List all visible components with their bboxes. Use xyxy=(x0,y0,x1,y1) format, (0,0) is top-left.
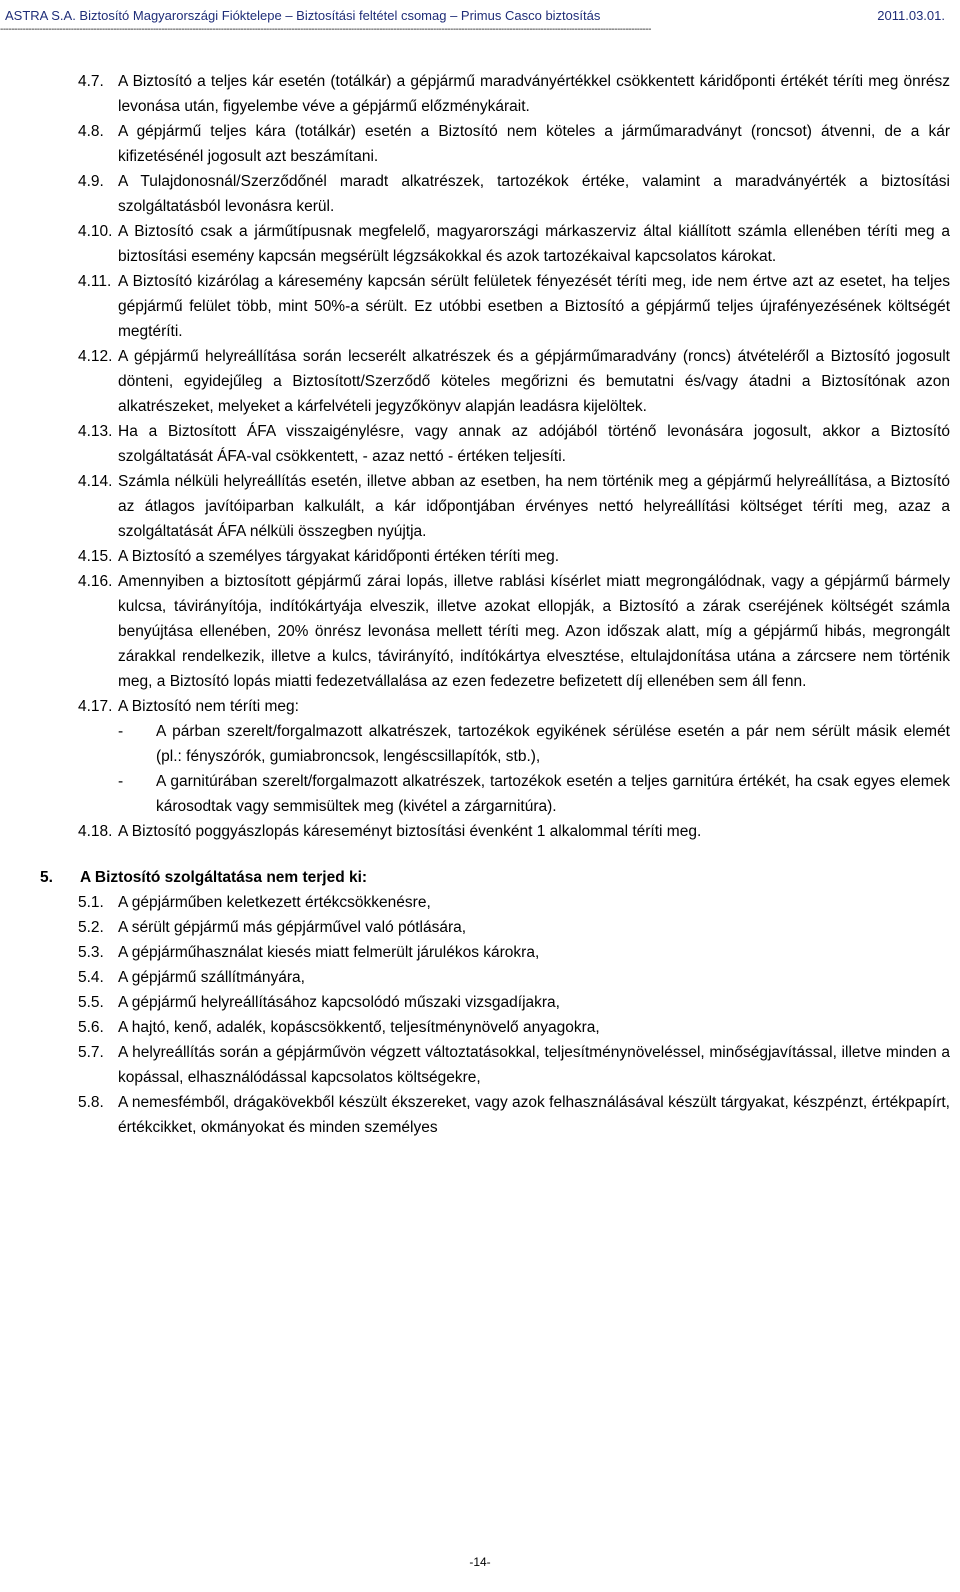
dash-bullet: - xyxy=(118,723,124,740)
clause-number: 4.15. xyxy=(78,548,113,565)
clause-4-17-sublist xyxy=(118,719,950,819)
clause-number: 5.3. xyxy=(78,944,104,961)
clause-text: A Biztosító csak a járműtípusnak megfelelő, magyarországi márkaszerviz által kiállított számla ellenében téríti meg a biztosítási esemény kapcsán megsérült légzsákokkal és azok tartozékaival kapcsolatos károkat. xyxy=(118,223,950,265)
clause-number: 4.10. xyxy=(78,223,113,240)
clause-number: 4.8. xyxy=(78,123,104,140)
clause-4-10 xyxy=(78,219,950,269)
clause-4-8 xyxy=(78,119,950,169)
clause-4-13 xyxy=(78,419,950,469)
clause-text: A Biztosító kizárólag a káresemény kapcsán sérült felületek fényezését téríti meg, ide nem értve azt az esetet, ha teljes gépjármű felület több, mint 50%-a sérült. Ez utóbbi esetben a Biztosító a gépjármű teljes újrafényezésének költségét megtéríti. xyxy=(118,273,950,340)
section-4-items xyxy=(0,69,960,694)
section-5-items xyxy=(0,890,960,1140)
clause-number: 5.2. xyxy=(78,919,104,936)
exclusion-5-1 xyxy=(78,890,950,915)
clause-number: 5.5. xyxy=(78,994,104,1011)
clause-text: A gépjárműben keletkezett értékcsökkenésre, xyxy=(118,894,431,911)
clause-number: 5.8. xyxy=(78,1094,104,1111)
clause-number: 5.7. xyxy=(78,1044,104,1061)
clause-number: 4.13. xyxy=(78,423,113,440)
exclusion-5-4 xyxy=(78,965,950,990)
clause-text: A Biztosító a teljes kár esetén (totálkár) a gépjármű maradványértékkel csökkentett káridőponti értékét téríti meg önrész levonása után, figyelembe véve a gépjármű előzménykárait. xyxy=(118,73,950,115)
clause-text: A gépjármű helyreállítása során lecserélt alkatrészek és a gépjárműmaradvány (roncs) átvételéről a Biztosító jogosult dönteni, egyidejűleg a Biztosított/Szerződő köteles megőrizni és bemutatni és/vagy átadni a Biztosítónak azon alkatrészeket, melyeket a kárfelvételi jegyzőkönyv alapján leadásra kijelöltek. xyxy=(118,348,950,415)
clause-4-17 xyxy=(78,694,950,819)
clause-4-18 xyxy=(78,819,950,844)
clause-text: A nemesfémből, drágakövekből készült ékszereket, vagy azok felhasználásával készült tárgyakat, készpénzt, értékpapírt, értékcikket, okmányokat és minden személyes xyxy=(118,1094,950,1136)
sublist-item xyxy=(118,719,950,769)
header-divider: -------------------------------------------------------------------------------------------------------------------------------------------------------------------------------------------------------------------------------------- xyxy=(0,24,651,35)
sublist-text: A párban szerelt/forgalmazott alkatrészek, tartozékok egyikének sérülése esetén a pár nem sérült másik elemét (pl.: fényszórók, gumiabroncsok, lengéscsillapítók, stb.), xyxy=(156,723,950,765)
clause-number: 4.16. xyxy=(78,573,113,590)
clause-text: A Biztosító poggyászlopás káreseményt biztosítási évenként 1 alkalommal téríti meg. xyxy=(118,823,702,840)
dash-bullet: - xyxy=(118,773,124,790)
clause-number: 4.17. xyxy=(78,698,113,715)
section-5-heading xyxy=(40,865,960,890)
clause-4-16 xyxy=(78,569,950,694)
clause-4-9 xyxy=(78,169,950,219)
clause-text: A gépjárműhasználat kiesés miatt felmerült járulékos károkra, xyxy=(118,944,540,961)
sublist-text: A garnitúrában szerelt/forgalmazott alkatrészek, tartozékok esetén a teljes garnitúra értékét, ha csak egyes elemek károsodtak vagy semmisültek meg (kivétel a zárgarnitúra). xyxy=(156,773,950,815)
document-body xyxy=(0,69,960,1140)
exclusion-5-6 xyxy=(78,1015,950,1040)
clause-text: A Tulajdonosnál/Szerződőnél maradt alkatrészek, tartozékok értéke, valamint a maradványérték a biztosítási szolgáltatásból levonásra kerül. xyxy=(118,173,950,215)
clause-number: 4.18. xyxy=(78,823,113,840)
section-title: A Biztosító szolgáltatása nem terjed ki: xyxy=(80,869,368,886)
clause-number: 5.4. xyxy=(78,969,104,986)
clause-text: A helyreállítás során a gépjárművön végzett változtatásokkal, teljesítménynöveléssel, minőségjavítással, illetve minden a kopással, elhasználódással kapcsolatos költségekre, xyxy=(118,1044,950,1086)
clause-number: 5.1. xyxy=(78,894,104,911)
clause-text: Számla nélküli helyreállítás esetén, illetve abban az esetben, ha nem történik meg a gépjármű helyreállítása, a Biztosító az átlagos javítóiparban kalkulált, a kár időpontjában érvényes nettó helyreállítási költséget téríti meg, azaz a szolgáltatását ÁFA nélküli összegben nyújtja. xyxy=(118,473,950,540)
clause-4-12 xyxy=(78,344,950,419)
clause-4-7 xyxy=(78,69,950,119)
clause-number: 4.11. xyxy=(78,273,112,290)
clause-4-15 xyxy=(78,544,950,569)
clause-text: A gépjármű teljes kára (totálkár) esetén a Biztosító nem köteles a járműmaradványt (roncsot) átvenni, de a kár kifizetésénél jogosult azt beszámítani. xyxy=(118,123,950,165)
clause-text: A gépjármű szállítmányára, xyxy=(118,969,305,986)
clause-text: A sérült gépjármű más gépjárművel való pótlására, xyxy=(118,919,467,936)
clause-number: 5.6. xyxy=(78,1019,104,1036)
clause-text: A Biztosító a személyes tárgyakat káridőponti értéken téríti meg. xyxy=(118,548,560,565)
exclusion-5-2 xyxy=(78,915,950,940)
section-number: 5. xyxy=(40,869,53,886)
page-number: -14- xyxy=(469,1555,491,1569)
clause-text: A Biztosító nem téríti meg: xyxy=(118,698,299,715)
exclusion-5-5 xyxy=(78,990,950,1015)
clause-4-14 xyxy=(78,469,950,544)
header-title: ASTRA S.A. Biztosító Magyarországi Fióktelepe – Biztosítási feltétel csomag – Primus Casco biztosítás xyxy=(5,8,601,23)
header-date: 2011.03.01. xyxy=(877,8,945,23)
exclusion-5-7 xyxy=(78,1040,950,1090)
sublist-item xyxy=(118,769,950,819)
clause-number: 4.7. xyxy=(78,73,104,90)
clause-text: Ha a Biztosított ÁFA visszaigénylésre, vagy annak az adójából történő levonására jogosult, akkor a Biztosító szolgáltatását ÁFA-val csökkentett, - azaz nettó - értéken teljesíti. xyxy=(118,423,950,465)
clause-4-11 xyxy=(78,269,950,344)
exclusion-5-3 xyxy=(78,940,950,965)
clause-number: 4.12. xyxy=(78,348,113,365)
clause-text: A hajtó, kenő, adalék, kopáscsökkentő, teljesítménynövelő anyagokra, xyxy=(118,1019,600,1036)
exclusion-5-8 xyxy=(78,1090,950,1140)
clause-number: 4.9. xyxy=(78,173,104,190)
clause-text: A gépjármű helyreállításához kapcsolódó műszaki vizsgadíjakra, xyxy=(118,994,560,1011)
clause-text: Amennyiben a biztosított gépjármű zárai lopás, illetve rablási kísérlet miatt megrongálódnak, vagy a gépjármű bármely kulcsa, távirányítója, indítókártyája elveszik, illetve azokat ellopják, a Biztosító a zárak cseréjének költségét számla benyújtása ellenében, 20% önrész levonása mellett téríti meg. Azon időszak alatt, míg a gépjármű hibás, megrongált zárakkal rendelkezik, illetve a kulcs, távirányító, indítókártya elvesztése, eltulajdonítása utána a zárcsere nem történik meg, a Biztosító lopás miatti fedezetvállalása az ezen fedezetre befizetett díj ellenében sem áll fenn. xyxy=(118,573,950,690)
clause-number: 4.14. xyxy=(78,473,113,490)
